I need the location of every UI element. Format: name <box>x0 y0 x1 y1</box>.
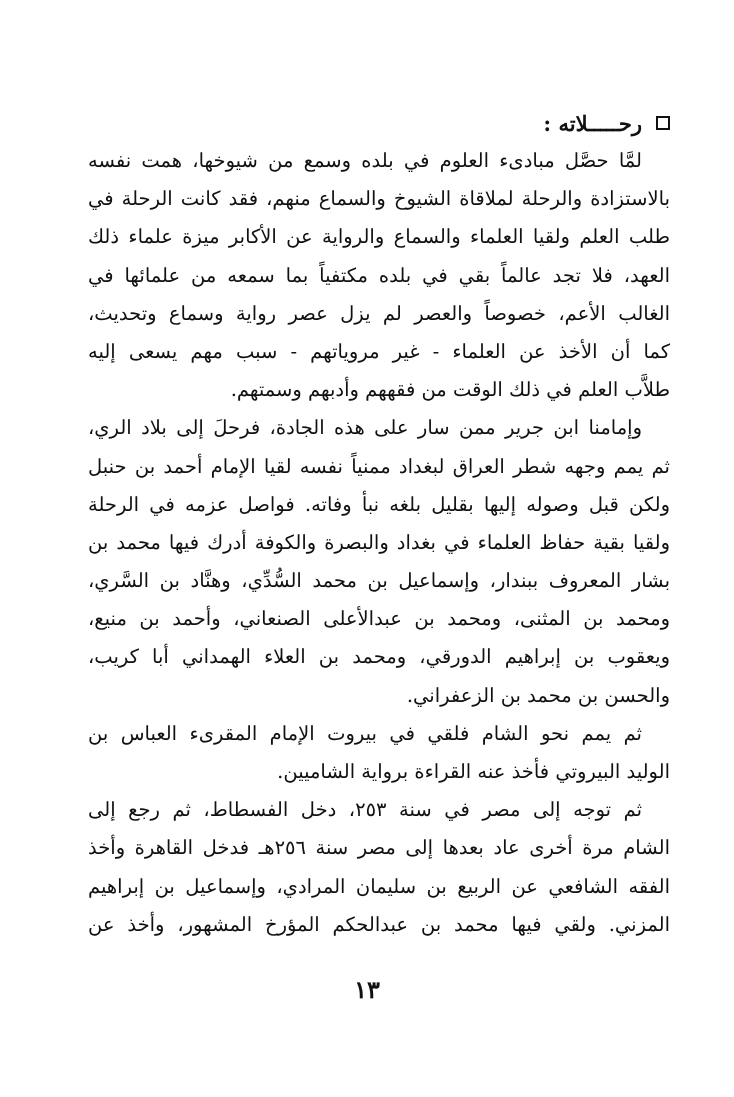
text-line: كما أن الأخذ عن العلماء - غير مروياتهم - سبب مهم يسعى إليه <box>88 339 670 363</box>
text-line: المزني. ولقي فيها محمد بن عبدالحكم المؤرخ المشهور، وأخذ عن <box>88 912 670 936</box>
section-heading-title: رحـــــلاته : <box>543 110 642 136</box>
text-line: طلب العلم ولقيا العلماء والسماع والرواية عن الأكابر ميزة علماء ذلك <box>88 225 670 249</box>
text-line: ثم توجه إلى مصر في سنة ٢٥٣، دخل الفسطاط، ثم رجع إلى <box>88 798 642 822</box>
text-line: وإمامنا ابن جرير ممن سار على هذه الجادة، فرحلَ إلى بلاد الري، <box>88 416 642 440</box>
text-line: الشام مرة أخرى عاد بعدها إلى مصر سنة ٢٥٦هـ فدخل القاهرة وأخذ <box>88 836 670 860</box>
paragraph-4 <box>88 791 670 944</box>
text-line: الغالب الأعم، خصوصاً والعصر لم يزل عصر رواية وسماع وتحديث، <box>88 301 670 325</box>
text-line: ويعقوب بن إبراهيم الدورقي، ومحمد بن العلاء الهمداني أبا كريب، <box>88 645 670 669</box>
text-line: ومحمد بن المثنى، ومحمد بن عبدالأعلى الصنعاني، وأحمد بن منيع، <box>88 607 670 631</box>
page-body <box>88 108 670 944</box>
paragraph-2 <box>88 409 670 715</box>
paragraph-3 <box>88 715 670 791</box>
square-bullet-icon <box>656 116 670 130</box>
section-heading <box>88 108 670 138</box>
text-line: والحسن بن محمد بن الزعفراني. <box>406 683 670 707</box>
page-number: ١٣ <box>354 975 380 1004</box>
text-line: ولكن قبل وصوله إليها بقليل بلغه نبأ وفاته. فواصل عزمه في الرحلة <box>88 492 670 516</box>
text-line: ثم يمم وجهه شطر العراق لبغداد ممنياً نفسه لقيا الإمام أحمد بن حنبل <box>88 454 670 478</box>
text-line: الوليد البيروتي فأخذ عنه القراءة برواية الشاميين. <box>277 760 670 783</box>
text-line: بالاستزادة والرحلة لملاقاة الشيوخ والسماع منهم، فقد كانت الرحلة في <box>88 187 670 211</box>
paragraph-1 <box>88 142 670 409</box>
text-line: طلاَّب العلم في ذلك الوقت من فقههم وأدبهم وسمتهم. <box>230 378 670 402</box>
text-line: لمَّا حصَّل مبادىء العلوم في بلده وسمع من شيوخها، همت نفسه <box>88 149 642 172</box>
text-line: ثم يمم نحو الشام فلقي في بيروت الإمام المقرىء العباس بن <box>88 721 642 745</box>
text-line: بشار المعروف ببندار، وإسماعيل بن محمد السُّدِّي، وهنَّاد بن السَّري، <box>88 569 670 593</box>
text-line: ولقيا بقية حفاظ العلماء في بغداد والبصرة والكوفة أدرك فيها محمد بن <box>88 530 670 554</box>
text-line: الفقه الشافعي عن الربيع بن سليمان المرادي، وإسماعيل بن إبراهيم <box>88 874 670 898</box>
text-line: العهد، فلا تجد عالماً بقي في بلده مكتفياً بما سمعه من علمائها في <box>88 263 670 287</box>
